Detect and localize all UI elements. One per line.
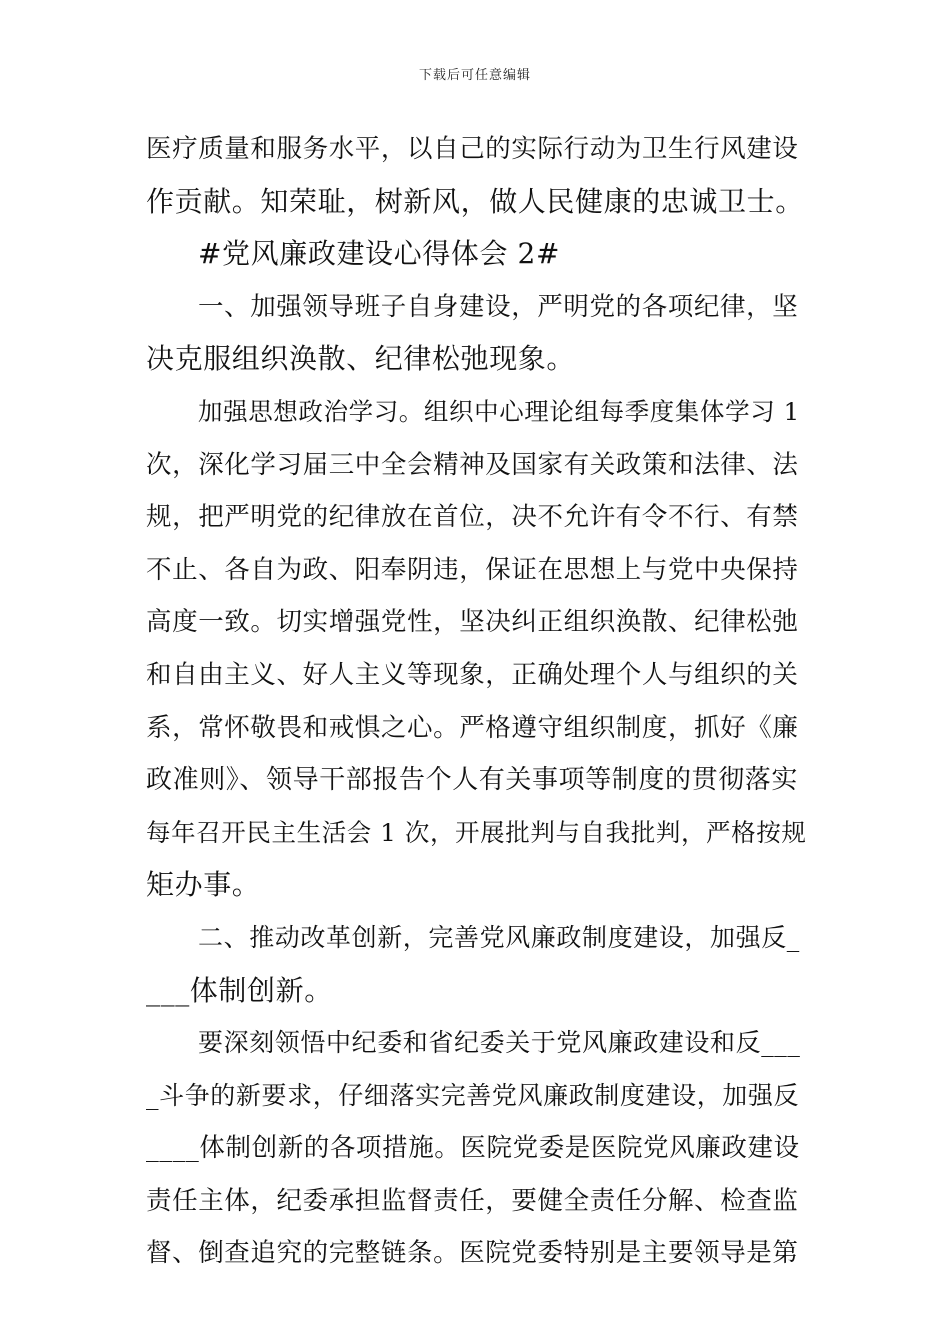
text-line: ___体制创新。 [146,973,333,1007]
text-line: 加强思想政治学习。组织中心理论组每季度集体学习 1 [198,396,800,426]
text-line: 不止、各自为政、阳奉阴违，保证在思想上与党中央保持 [146,554,799,585]
text-line: ____体制创新的各项措施。医院党委是医院党风廉政建设 [146,1133,800,1164]
document-body [146,123,808,1280]
text-line: 督、倒查追究的完整链条。医院党委特别是主要领导是第 [146,1238,799,1269]
text-line: 作贡献。知荣耻，树新风，做人民健康的忠诚卫士。 [146,184,804,218]
page-header-note: 下载后可任意编辑 [418,68,531,83]
text-line: 要深刻领悟中纪委和省纪委关于党风廉政建设和反___ [198,1028,801,1058]
text-line: _斗争的新要求，仔细落实完善党风廉政制度建设，加强反 [146,1080,800,1110]
text-line: 政准则》、领导干部报告个人有关事项等制度的贯彻落实 [146,765,799,796]
text-line: 矩办事。 [146,868,261,902]
text-line: 决克服组织涣散、纪律松弛现象。 [146,342,576,376]
text-line: 规，把严明党的纪律放在首位，决不允许有令不行、有禁 [146,502,799,533]
text-line: 高度一致。切实增强党性，坚决纠正组织涣散、纪律松弛 [146,607,799,638]
text-line: 系，常怀敬畏和戒惧之心。严格遵守组织制度，抓好《廉 [146,712,799,743]
text-line: 二、推动改革创新，完善党风廉政制度建设，加强反_ [198,922,800,952]
text-line: 次，深化学习届三中全会精神及国家有关政策和法律、法 [146,449,799,480]
text-line: 和自由主义、好人主义等现象，正确处理个人与组织的关 [146,659,799,690]
text-line: 每年召开民主生活会 1 次，开展批判与自我批判，严格按规 [146,817,807,847]
text-line: 医疗质量和服务水平，以自己的实际行动为卫生行风建设 [146,134,799,164]
text-line: 一、加强领导班子自身建设，严明党的各项纪律，坚 [198,291,799,322]
text-line: 责任主体，纪委承担监督责任，要健全责任分解、检查监 [146,1185,799,1216]
text-line: #党风廉政建设心得体会 2# [198,237,561,271]
